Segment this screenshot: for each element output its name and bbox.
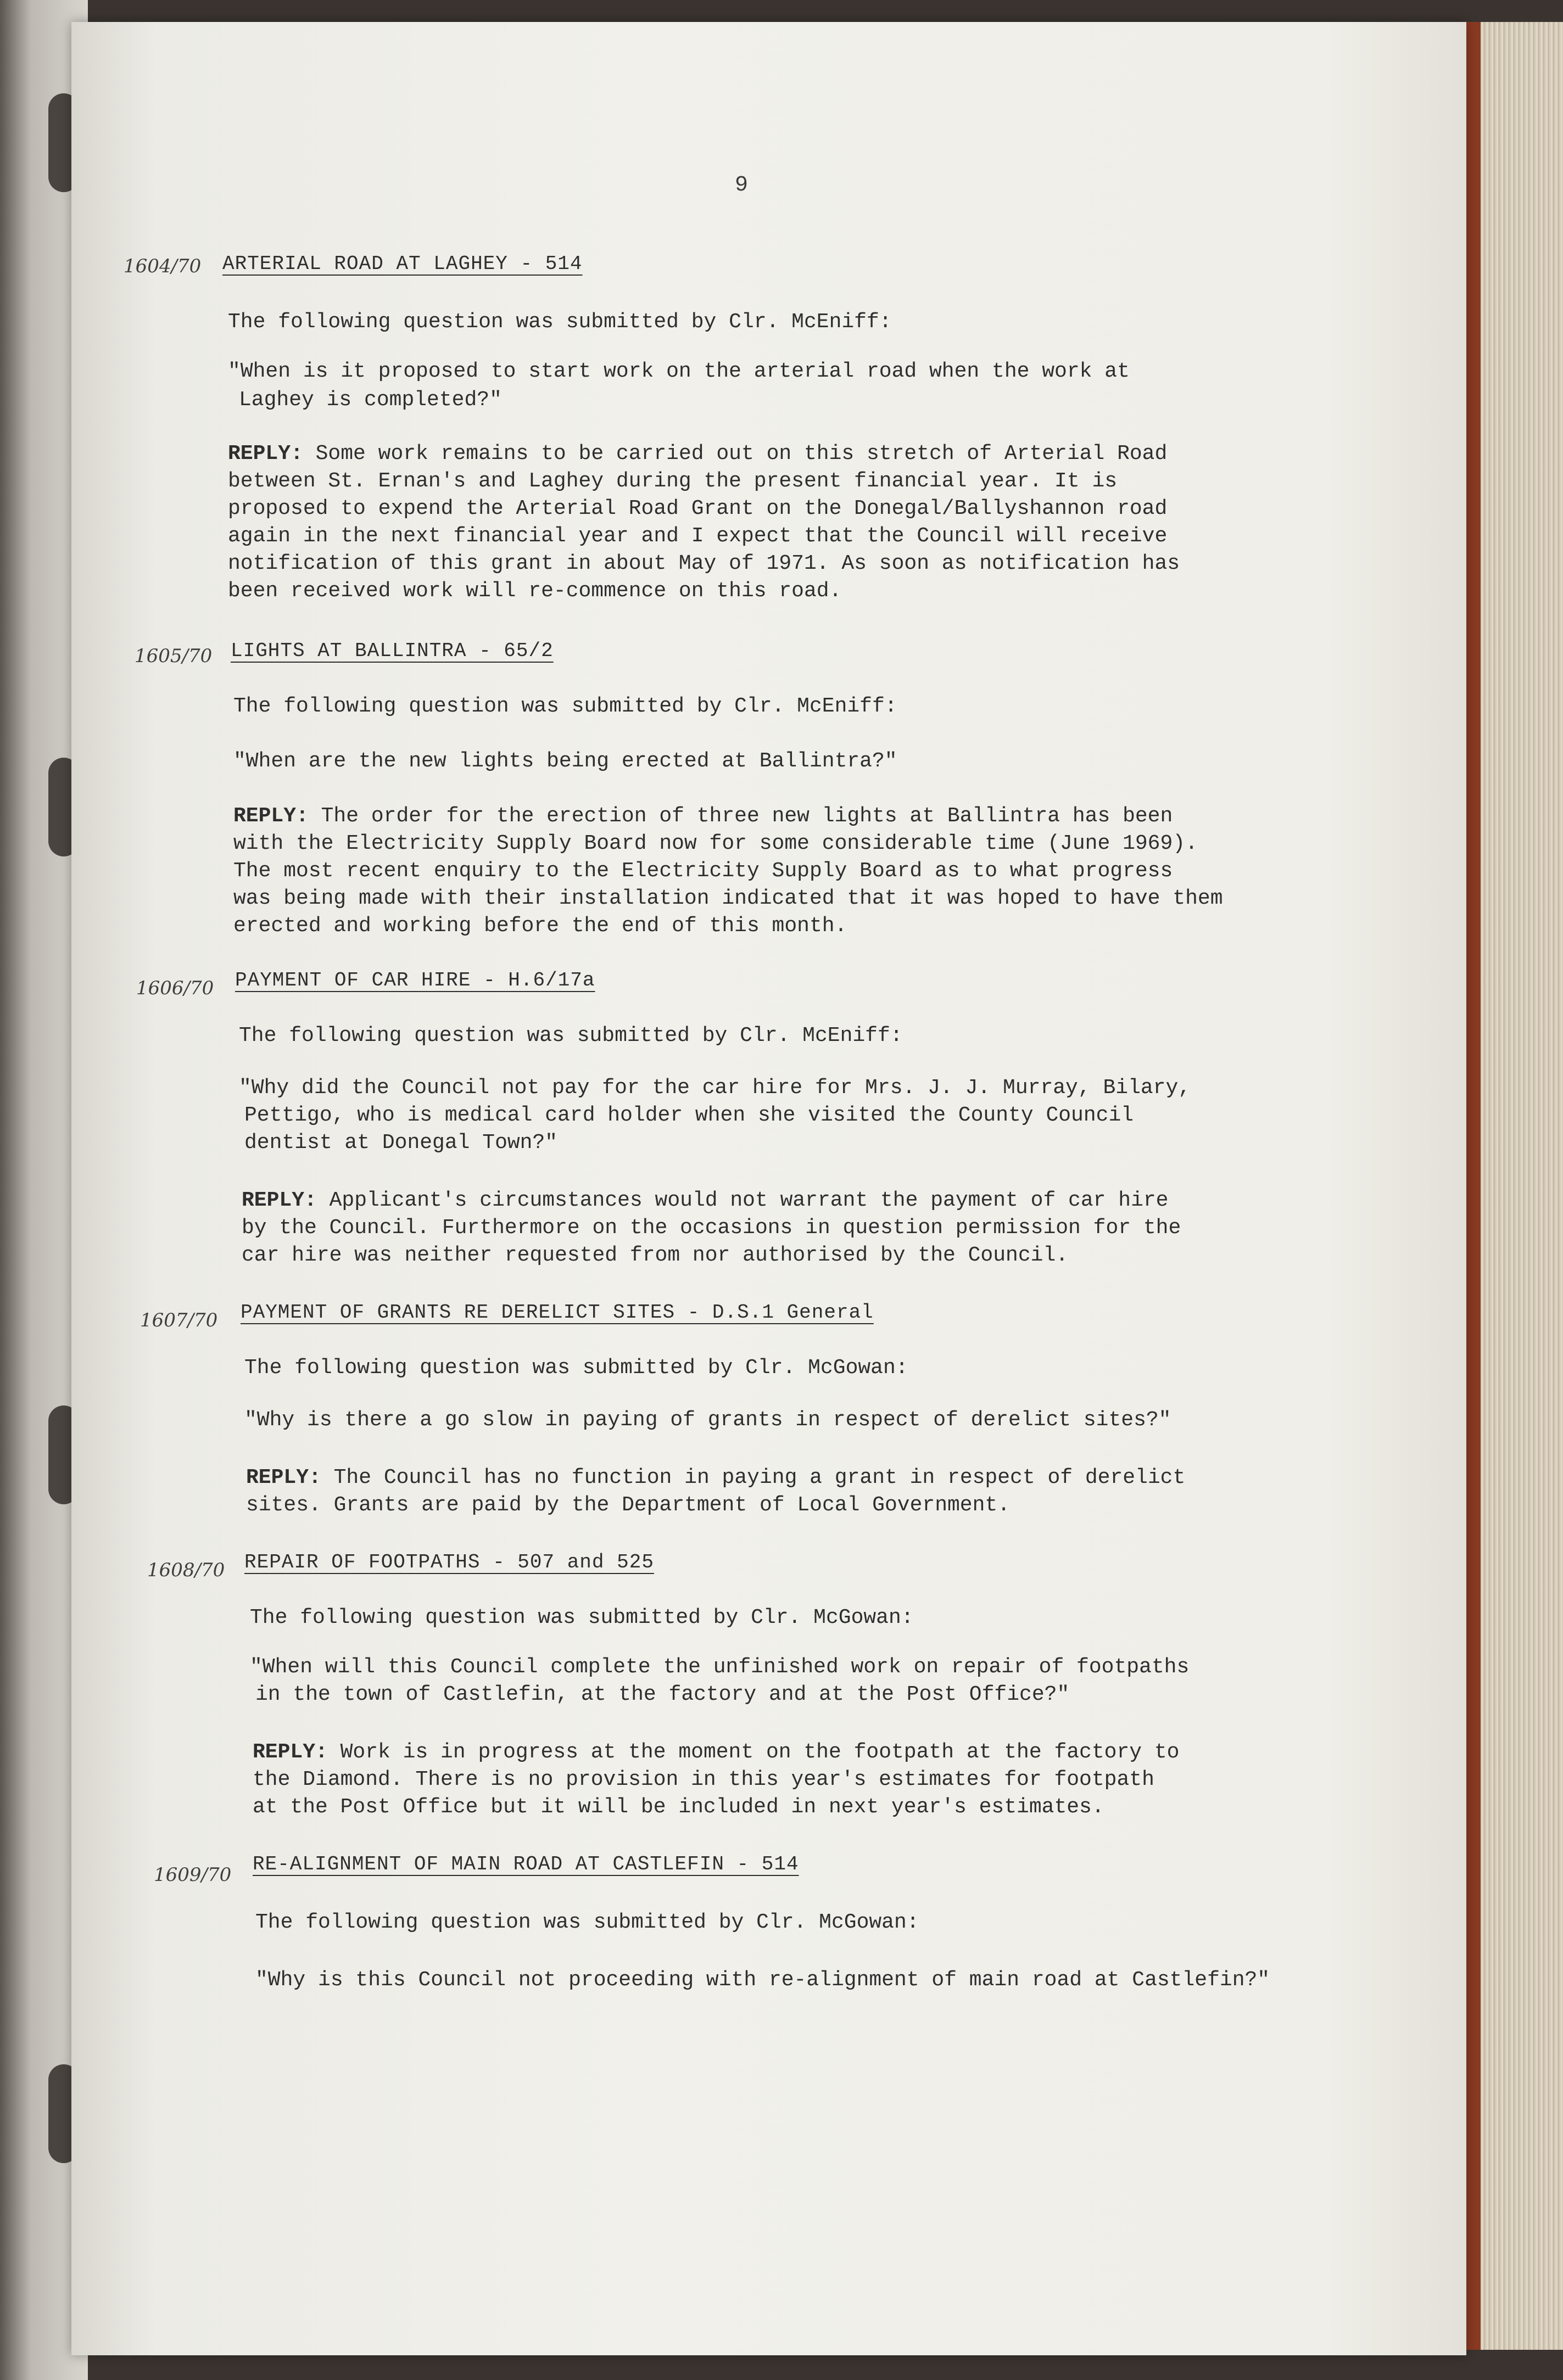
reply-line: with the Electricity Supply Board now for some considerable time (June 1969). (233, 832, 1198, 855)
reply-line: by the Council. Furthermore on the occasions in question permission for the (242, 1216, 1181, 1240)
page-number: 9 (735, 173, 749, 198)
item-number: 1607/70 (140, 1309, 218, 1331)
reply-label: REPLY: (253, 1740, 328, 1764)
reply-line: REPLY: Applicant's circumstances would not warrant the payment of car hire (242, 1189, 1169, 1212)
reply-line: car hire was neither requested from nor authorised by the Council. (242, 1244, 1069, 1267)
reply-line: sites. Grants are paid by the Department of Local Government. (246, 1493, 1011, 1517)
question-line: "When is it proposed to start work on the arterial road when the work at (228, 360, 1130, 383)
question-line: Pettigo, who is medical card holder when she visited the County Council (244, 1104, 1134, 1127)
item-number: 1605/70 (135, 645, 213, 667)
reply-line: between St. Ernan's and Laghey during the present financial year. It is (228, 469, 1118, 493)
reply-line: The most recent enquiry to the Electricity Supply Board as to what progress (233, 859, 1173, 883)
reply-line: REPLY: Work is in progress at the moment on the footpath at the factory to (253, 1740, 1180, 1764)
question-intro: The following question was submitted by Clr. McEniff: (233, 695, 897, 718)
reply-line: notification of this grant in about May of 1971. As soon as notification has (228, 552, 1180, 575)
question-intro: The following question was submitted by Clr. McEniff: (228, 310, 892, 334)
question-line: "Why did the Council not pay for the car hire for Mrs. J. J. Murray, Bilary, (239, 1076, 1191, 1100)
item-number: 1608/70 (147, 1559, 225, 1581)
question-intro: The following question was submitted by Clr. McGowan: (244, 1356, 908, 1380)
reply-line: the Diamond. There is no provision in this year's estimates for footpath (253, 1768, 1154, 1791)
question-line: "When will this Council complete the unfinished work on repair of footpaths (250, 1655, 1190, 1679)
item-heading: LIGHTS AT BALLINTRA - 65/2 (231, 640, 554, 662)
page-stack-edge (1470, 22, 1563, 2350)
item-heading: PAYMENT OF CAR HIRE - H.6/17a (235, 969, 595, 992)
question-line: "When are the new lights being erected at Ballintra?" (233, 749, 897, 773)
reply-line: erected and working before the end of this month. (233, 914, 847, 938)
item-heading: RE-ALIGNMENT OF MAIN ROAD AT CASTLEFIN - 514 (253, 1853, 799, 1875)
reply-line: at the Post Office but it will be included in next year's estimates. (253, 1795, 1104, 1819)
document-page (71, 22, 1466, 2355)
question-line: Laghey is completed?" (239, 388, 502, 412)
item-number: 1606/70 (136, 977, 214, 999)
question-line: "Why is this Council not proceeding with re-alignment of main road at Castlefin?" (255, 1968, 1270, 1992)
reply-line: again in the next financial year and I expect that the Council will receive (228, 524, 1168, 548)
question-line: in the town of Castlefin, at the factory and at the Post Office?" (255, 1683, 1070, 1706)
reply-label: REPLY: (242, 1189, 317, 1212)
item-heading: ARTERIAL ROAD AT LAGHEY - 514 (222, 253, 583, 275)
reply-line: REPLY: Some work remains to be carried out on this stretch of Arterial Road (228, 442, 1168, 466)
question-intro: The following question was submitted by Clr. McEniff: (239, 1024, 903, 1048)
reply-line: been received work will re-commence on this road. (228, 579, 842, 603)
question-intro: The following question was submitted by Clr. McGowan: (250, 1606, 914, 1629)
reply-line: was being made with their installation indicated that it was hoped to have them (233, 887, 1223, 910)
reply-line: REPLY: The order for the erection of three new lights at Ballintra has been (233, 804, 1173, 828)
item-heading: REPAIR OF FOOTPATHS - 507 and 525 (244, 1551, 654, 1573)
question-line: "Why is there a go slow in paying of grants in respect of derelict sites?" (244, 1408, 1171, 1432)
item-number: 1609/70 (154, 1864, 232, 1886)
item-heading: PAYMENT OF GRANTS RE DERELICT SITES - D.S.1 General (241, 1301, 874, 1324)
item-number: 1604/70 (124, 255, 202, 277)
reply-label: REPLY: (246, 1466, 321, 1489)
question-intro: The following question was submitted by Clr. McGowan: (255, 1911, 919, 1934)
reply-label: REPLY: (233, 804, 309, 828)
reply-line: REPLY: The Council has no function in paying a grant in respect of derelict (246, 1466, 1186, 1489)
question-line: dentist at Donegal Town?" (244, 1131, 558, 1155)
reply-label: REPLY: (228, 442, 303, 466)
reply-line: proposed to expend the Arterial Road Grant on the Donegal/Ballyshannon road (228, 497, 1168, 520)
